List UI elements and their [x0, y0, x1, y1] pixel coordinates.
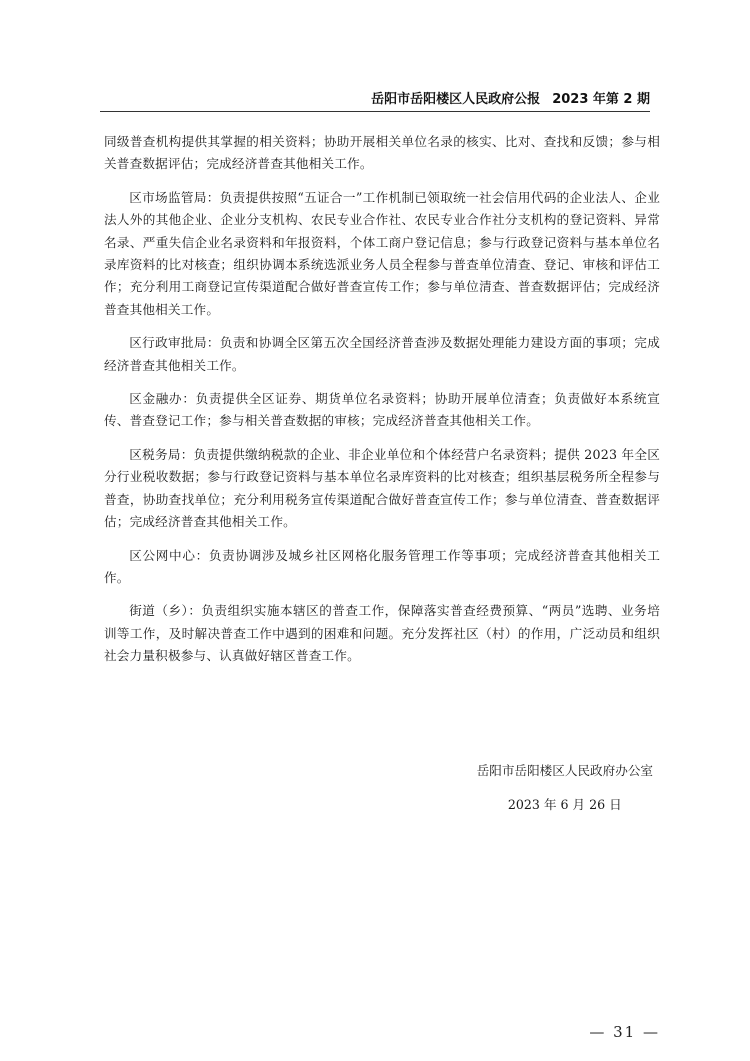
issue-date: 2023 年 6 月 26 日 [507, 797, 622, 812]
publication-title: 岳阳市岳阳楼区人民政府公报 [371, 92, 541, 107]
issue-number: 2023 年第 2 期 [552, 92, 650, 107]
paragraph-market-regulation: 区市场监管局：负责提供按照“五证合一”工作机制已领取统一社会信用代码的企业法人、企业法人外的其他企业、企业分支机构、农民专业合作社、农民专业合作社分支机构的登记资料、异常名录、严重失信企业名录资料和年报资料，个体工商户登记信息；参与行政登记资料与基本单位名录库资料的比对核查；组织协调本系统选派业务人员全程参与普查单位清查、登记、审核和评估工作；充分利用工商登记宣传渠道配合做好普查宣传工作；参与单位清查、普查数据评估；完成经济普查其他相关工作。 [104, 189, 660, 317]
issuing-office: 岳阳市岳阳楼区人民政府办公室 [476, 763, 653, 778]
paragraph-finance-office: 区金融办：负责提供全区证券、期货单位名录资料；协助开展单位清查；负责做好本系统宣传、普查登记工作；参与相关普查数据的审核；完成经济普查其他相关工作。 [104, 391, 660, 429]
page-number: — 31 — [589, 1023, 660, 1041]
signature-block [477, 760, 653, 816]
page-header [100, 88, 650, 108]
header-divider [100, 111, 650, 112]
paragraph-streets-townships: 街道（乡）：负责组织实施本辖区的普查工作，保障落实普查经费预算、“两员”选聘、业务培训等工作，及时解决普查工作中遇到的困难和问题。充分发挥社区（村）的作用，广泛动员和组织社会力量积极参与、认真做好辖区普查工作。 [104, 603, 660, 664]
paragraph-tax-bureau: 区税务局：负责提供缴纳税款的企业、非企业单位和个体经营户名录资料；提供 2023 年全区分行业税收数据；参与行政登记资料与基本单位名录库资料的比对核查；组织基层税务所全程参与普查，协助查找单位；充分利用税务宣传渠道配合做好普查宣传工作；参与单位清查、普查数据评估；完成经济普查其他相关工作。 [104, 446, 660, 530]
paragraph-administrative-approval: 区行政审批局：负责和协调全区第五次全国经济普查涉及数据处理能力建设方面的事项；完成经济普查其他相关工作。 [104, 335, 660, 373]
paragraph-continuation: 同级普查机构提供其掌握的相关资料；协助开展相关单位名录的核实、比对、查找和反馈；参与相关普查数据评估；完成经济普查其他相关工作。 [104, 134, 660, 172]
document-body [104, 131, 660, 679]
paragraph-public-network-center: 区公网中心：负责协调涉及城乡社区网格化服务管理工作等事项；完成经济普查其他相关工作。 [104, 547, 660, 585]
